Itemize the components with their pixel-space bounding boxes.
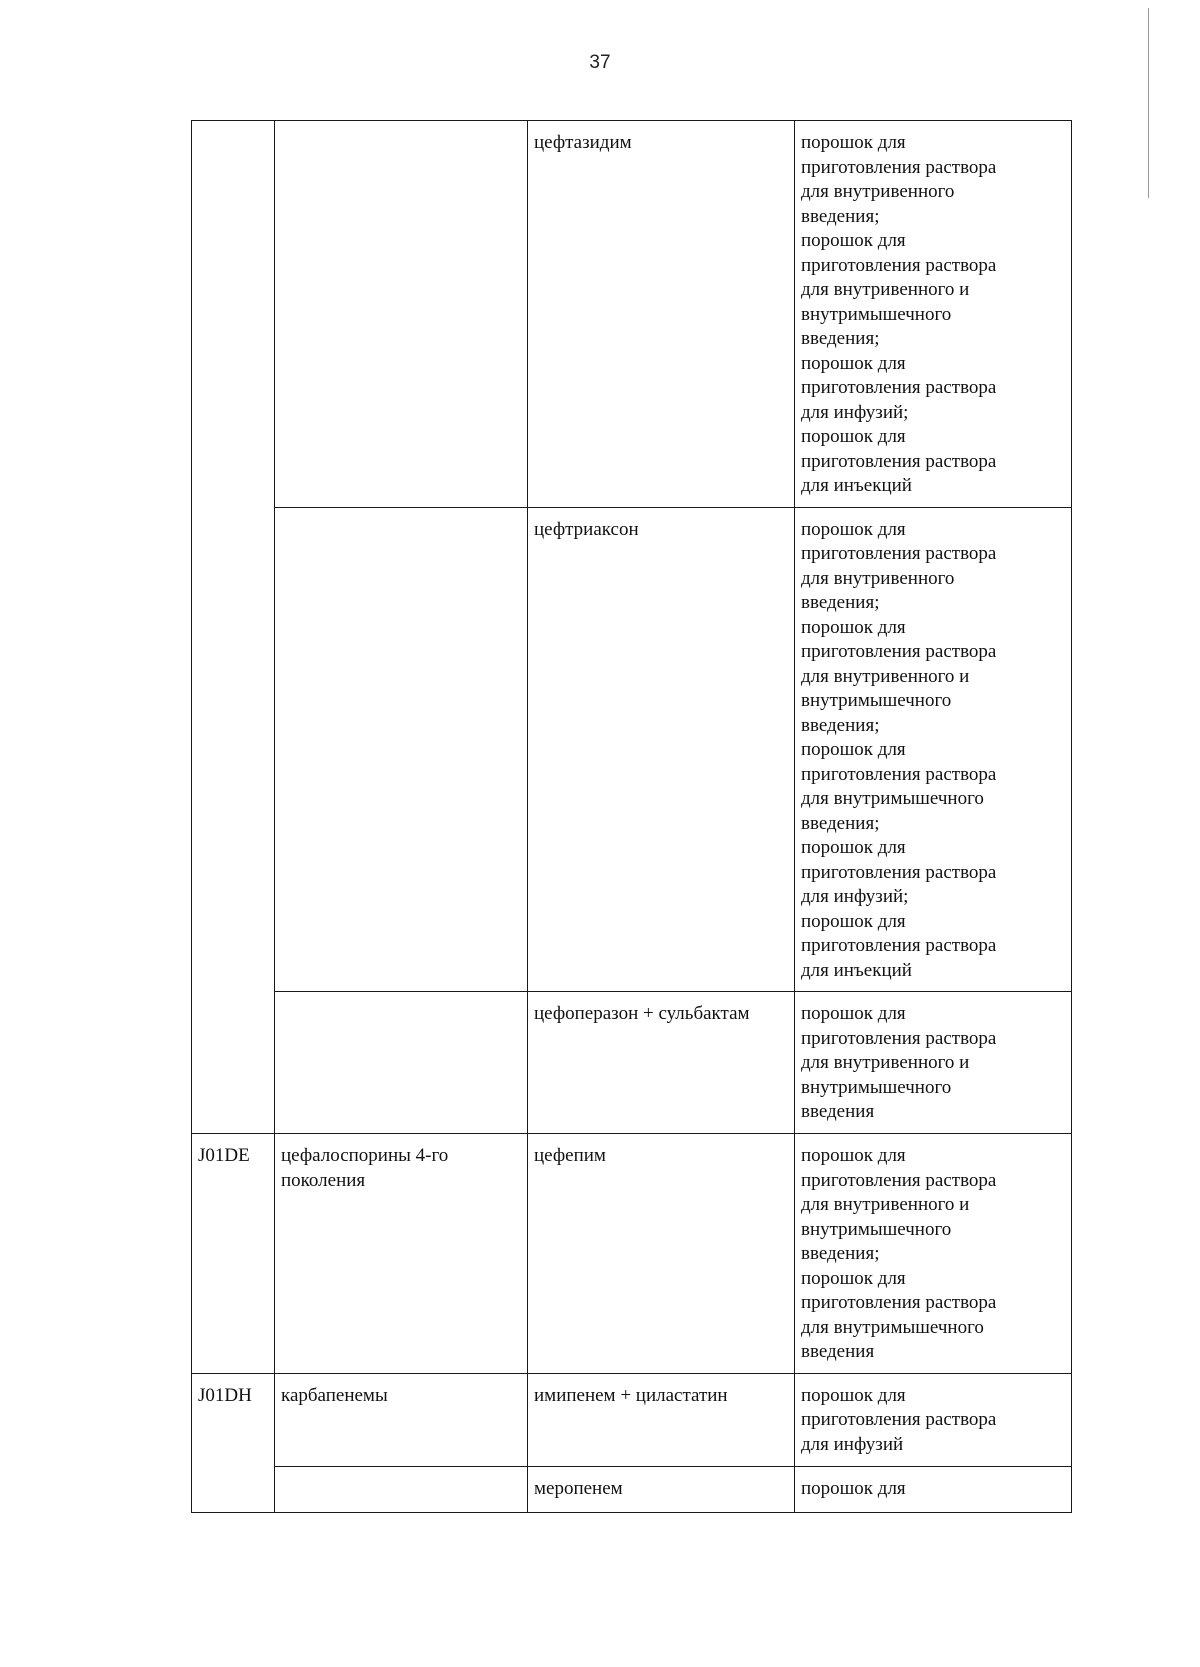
dosage-form-line: для внутривенного и: [801, 665, 970, 687]
dosage-form-line: введения: [801, 1101, 875, 1122]
dosage-form-cell: [795, 507, 1072, 992]
dosage-form-cell: [795, 121, 1072, 508]
dosage-form-line: порошок для: [801, 739, 906, 760]
group-cell: [275, 992, 528, 1134]
dosage-form-line: внутримышечного: [801, 1076, 952, 1098]
table-row: [192, 507, 1072, 992]
dosage-form-line: приготовления раствора: [801, 450, 997, 472]
dosage-form-line: порошок для: [801, 230, 906, 251]
group-cell: карбапенемы: [275, 1373, 528, 1466]
dosage-form-line: введения;: [801, 1243, 880, 1264]
dosage-form-line: порошок для: [801, 1384, 906, 1406]
drug-name-cell: цефоперазон + сульбактам: [528, 992, 795, 1134]
drug-table: [191, 120, 1072, 1513]
dosage-form-cell: [795, 992, 1072, 1134]
drug-name-cell: цефтриаксон: [528, 507, 795, 992]
dosage-form-line: приготовления раствора: [801, 254, 997, 276]
table-row: [192, 1134, 1072, 1374]
dosage-form-line: для внутримышечного: [801, 1316, 984, 1338]
dosage-form-line: для инфузий;: [801, 886, 909, 907]
dosage-form-line: приготовления раствора: [801, 1292, 997, 1313]
dosage-form-cell: [795, 1466, 1072, 1512]
dosage-form-line: приготовления раствора: [801, 763, 997, 785]
dosage-form-line: порошок для: [801, 518, 906, 540]
dosage-form-line: приготовления раствора: [801, 1169, 997, 1191]
drug-name-cell: имипенем + циластатин: [528, 1373, 795, 1466]
dosage-form-line: приготовления раствора: [801, 377, 997, 398]
dosage-form-line: порошок для: [801, 616, 906, 638]
dosage-form-line: порошок для: [801, 837, 906, 858]
dosage-form-line: введения;: [801, 205, 880, 227]
atc-code-cell: J01DH: [192, 1373, 275, 1466]
dosage-form-line: порошок для: [801, 426, 906, 447]
dosage-form-line: приготовления раствора: [801, 1409, 997, 1430]
dosage-form-line: для внутривенного: [801, 567, 955, 589]
dosage-form-line: внутримышечного: [801, 690, 952, 711]
dosage-form-line: приготовления раствора: [801, 861, 997, 883]
dosage-form-line: для внутривенного и: [801, 279, 970, 300]
dosage-form-cell: [795, 1373, 1072, 1466]
dosage-form-line: для внутримышечного: [801, 788, 984, 809]
group-cell: [275, 1466, 528, 1512]
dosage-form-line: порошок для: [801, 352, 906, 374]
dosage-form-line: для инфузий;: [801, 401, 909, 423]
table-row: [192, 1373, 1072, 1466]
atc-code-cell: [192, 507, 275, 992]
dosage-form-line: введения;: [801, 812, 880, 834]
table-row: [192, 121, 1072, 508]
dosage-form-line: для инъекций: [801, 959, 912, 981]
dosage-form-line: для внутривенного и: [801, 1052, 970, 1073]
group-cell: [275, 507, 528, 992]
dosage-form-line: внутримышечного: [801, 1218, 952, 1240]
dosage-form-cell: [795, 1134, 1072, 1374]
dosage-form-line: приготовления раствора: [801, 641, 997, 662]
drug-name-cell: меропенем: [528, 1466, 795, 1512]
atc-code-cell: J01DE: [192, 1134, 275, 1374]
dosage-form-line: для внутривенного: [801, 181, 955, 202]
table-row: [192, 992, 1072, 1134]
drug-name-cell: цефепим: [528, 1134, 795, 1374]
scan-edge-line: [1148, 8, 1149, 198]
dosage-form-line: для внутривенного и: [801, 1194, 970, 1215]
dosage-form-line: приготовления раствора: [801, 1027, 997, 1049]
atc-code-cell: [192, 992, 275, 1134]
dosage-form-line: для инфузий: [801, 1433, 904, 1455]
dosage-form-line: приготовления раствора: [801, 156, 997, 178]
dosage-form-line: введения: [801, 1341, 875, 1362]
dosage-form-line: порошок для: [801, 1267, 906, 1289]
group-cell: цефалоспорины 4-го поколения: [275, 1134, 528, 1374]
dosage-form-line: приготовления раствора: [801, 935, 997, 956]
group-cell: [275, 121, 528, 508]
dosage-form-line: приготовления раствора: [801, 543, 997, 564]
dosage-form-line: для инъекций: [801, 475, 912, 496]
page-number: 37: [589, 52, 611, 73]
dosage-form-line: введения;: [801, 592, 880, 613]
dosage-form-line: порошок для: [801, 910, 906, 932]
atc-code-cell: [192, 1466, 275, 1512]
atc-code-cell: [192, 121, 275, 508]
dosage-form-line: введения;: [801, 714, 880, 736]
table-row: [192, 1466, 1072, 1512]
drug-name-cell: цефтазидим: [528, 121, 795, 508]
dosage-form-line: порошок для: [801, 1145, 906, 1166]
dosage-form-line: внутримышечного: [801, 303, 952, 325]
dosage-form-line: порошок для: [801, 1477, 906, 1499]
dosage-form-line: порошок для: [801, 1003, 906, 1024]
dosage-form-line: введения;: [801, 328, 880, 349]
dosage-form-line: порошок для: [801, 132, 906, 153]
